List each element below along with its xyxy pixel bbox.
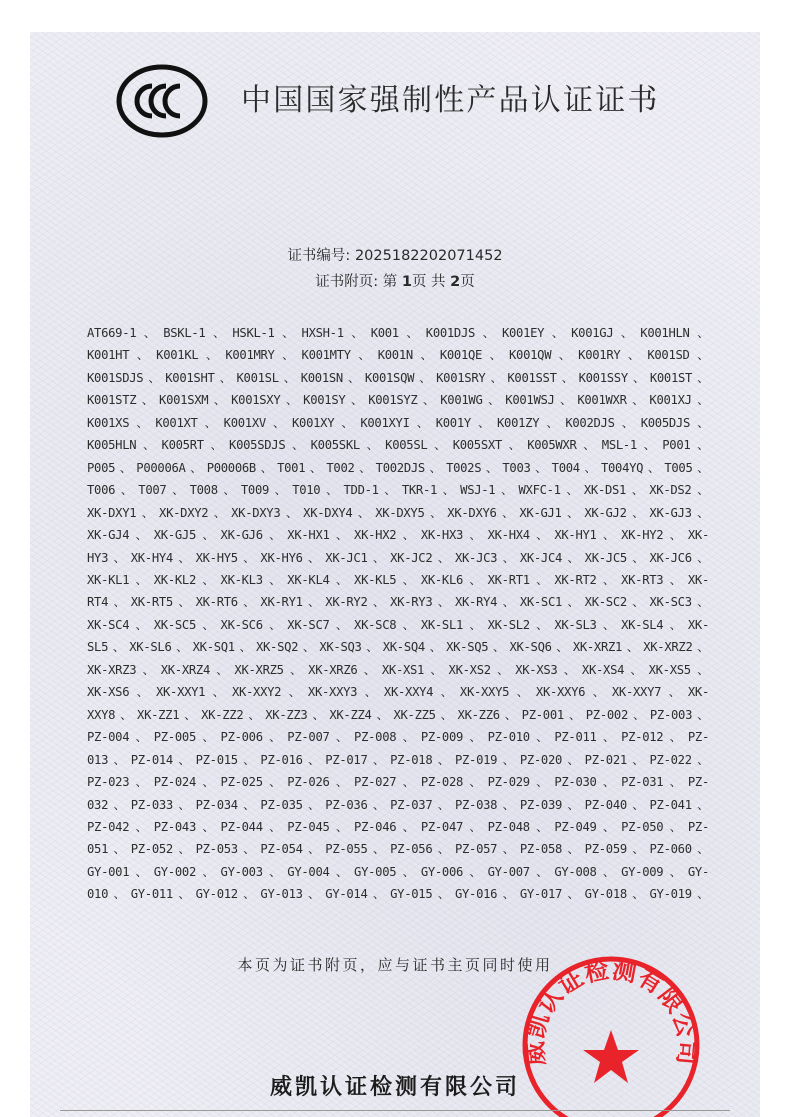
model-line: GY-001、GY-002、GY-003、GY-004、GY-005、GY-006、GY-007、GY-008、GY-009、GY-: [87, 864, 709, 879]
model-line: K001SDJS、K001SHT、K001SL、K001SN、K001SQW、K001SRY、K001SST、K001SSY、K001ST、: [87, 370, 709, 385]
model-line: 051、PZ-052、PZ-053、PZ-054、PZ-055、PZ-056、PZ-057、PZ-058、PZ-059、PZ-060、: [87, 842, 709, 857]
model-line: PZ-004、PZ-005、PZ-006、PZ-007、PZ-008、PZ-009、PZ-010、PZ-011、PZ-012、PZ-: [87, 730, 709, 745]
model-line: XK-DXY1、XK-DXY2、XK-DXY3、XK-DXY4、XK-DXY5、XK-DXY6、XK-GJ1、XK-GJ2、XK-GJ3、: [87, 505, 709, 520]
page-total: 2: [450, 274, 461, 290]
model-line: SL5、XK-SL6、XK-SQ1、XK-SQ2、XK-SQ3、XK-SQ4、XK-SQ5、XK-SQ6、XK-XRZ1、XK-XRZ2、: [87, 640, 709, 655]
model-line: HY3、XK-HY4、XK-HY5、XK-HY6、XK-JC1、XK-JC2、XK-JC3、XK-JC4、XK-JC5、XK-JC6、: [87, 550, 709, 565]
attachment-page-row: [30, 271, 760, 293]
model-line: XK-GJ4、XK-GJ5、XK-GJ6、XK-HX1、XK-HX2、XK-HX3、XK-HX4、XK-HY1、XK-HY2、XK-: [87, 528, 709, 543]
attachment-page-label: 证书附页:: [315, 274, 379, 290]
model-line: PZ-042、PZ-043、PZ-044、PZ-045、PZ-046、PZ-047、PZ-048、PZ-049、PZ-050、PZ-: [87, 819, 709, 834]
model-line: XK-XRZ3、XK-XRZ4、XK-XRZ5、XK-XRZ6、XK-XS1、XK-XS2、XK-XS3、XK-XS4、XK-XS5、: [87, 662, 709, 677]
model-line: K001STZ、K001SXM、K001SXY、K001SY、K001SYZ、K001WG、K001WSJ、K001WXR、K001XJ、: [87, 393, 709, 408]
certificate-number-label: 证书编号:: [287, 248, 351, 264]
page-suffix: 页: [460, 274, 475, 290]
model-line: RT4、XK-RT5、XK-RT6、XK-RY1、XK-RY2、XK-RY3、XK-RY4、XK-SC1、XK-SC2、XK-SC3、: [87, 595, 709, 610]
model-line: T006、T007、T008、T009、T010、TDD-1、TKR-1、WSJ-1、WXFC-1、XK-DS1、XK-DS2、: [87, 483, 709, 498]
model-line: PZ-023、PZ-024、PZ-025、PZ-026、PZ-027、PZ-028、PZ-029、PZ-030、PZ-031、PZ-: [87, 775, 709, 790]
page-mid: 页 共: [411, 274, 446, 290]
footer-note: 本页为证书附页，应与证书主页同时使用: [237, 956, 553, 974]
model-line: K001XS、K001XT、K001XV、K001XY、K001XYI、K001Y、K001ZY、K002DJS、K005DJS、: [87, 415, 709, 430]
bottom-divider: [60, 1110, 730, 1111]
model-line: 032、PZ-033、PZ-034、PZ-035、PZ-036、PZ-037、PZ-038、PZ-039、PZ-040、PZ-041、: [87, 797, 709, 812]
certificate-title: 中国国家强制性产品认证证书: [241, 83, 660, 118]
model-line: AT669-1、BSKL-1、HSKL-1、HXSH-1、K001、K001DJS、K001EY、K001GJ、K001HLN、: [87, 326, 709, 340]
model-line: K001HT、K001KL、K001MRY、K001MTY、K001N、K001QE、K001QW、K001RY、K001SD、: [87, 348, 709, 363]
issuing-company: 威凯认证检测有限公司: [269, 1075, 520, 1100]
model-line: 013、PZ-014、PZ-015、PZ-016、PZ-017、PZ-018、PZ-019、PZ-020、PZ-021、PZ-022、: [87, 752, 709, 767]
page-current: 1: [401, 274, 412, 290]
model-line: XK-KL1、XK-KL2、XK-KL3、XK-KL4、XK-KL5、XK-KL6、XK-RT1、XK-RT2、XK-RT3、XK-: [87, 572, 709, 587]
page-prefix: 第: [382, 274, 398, 290]
model-line: XXY8、XK-ZZ1、XK-ZZ2、XK-ZZ3、XK-ZZ4、XK-ZZ5、XK-ZZ6、PZ-001、PZ-002、PZ-003、: [87, 707, 709, 722]
ccc-logo: [116, 64, 208, 138]
model-line: 010、GY-011、GY-012、GY-013、GY-014、GY-015、GY-016、GY-017、GY-018、GY-019、: [87, 887, 709, 902]
certificate-number-row: [30, 245, 760, 267]
model-line: XK-SC4、XK-SC5、XK-SC6、XK-SC7、XK-SC8、XK-SL1、XK-SL2、XK-SL3、XK-SL4、XK-: [87, 617, 709, 632]
certificate-number: 2025182202071452: [354, 248, 503, 264]
model-list: [87, 322, 709, 906]
seal-text: 威凯认证检测有限公司: [520, 955, 702, 1067]
model-line: K005HLN、K005RT、K005SDJS、K005SKL、K005SL、K005SXT、K005WXR、MSL-1、P001、: [87, 438, 709, 453]
model-line: XK-XS6、XK-XXY1、XK-XXY2、XK-XXY3、XK-XXY4、XK-XXY5、XK-XXY6、XK-XXY7、XK-: [87, 685, 709, 700]
model-line: P005、P00006A、P00006B、T001、T002、T002DJS、T002S、T003、T004、T004YQ、T005、: [87, 460, 709, 475]
certificate-sheet: [30, 32, 760, 1117]
